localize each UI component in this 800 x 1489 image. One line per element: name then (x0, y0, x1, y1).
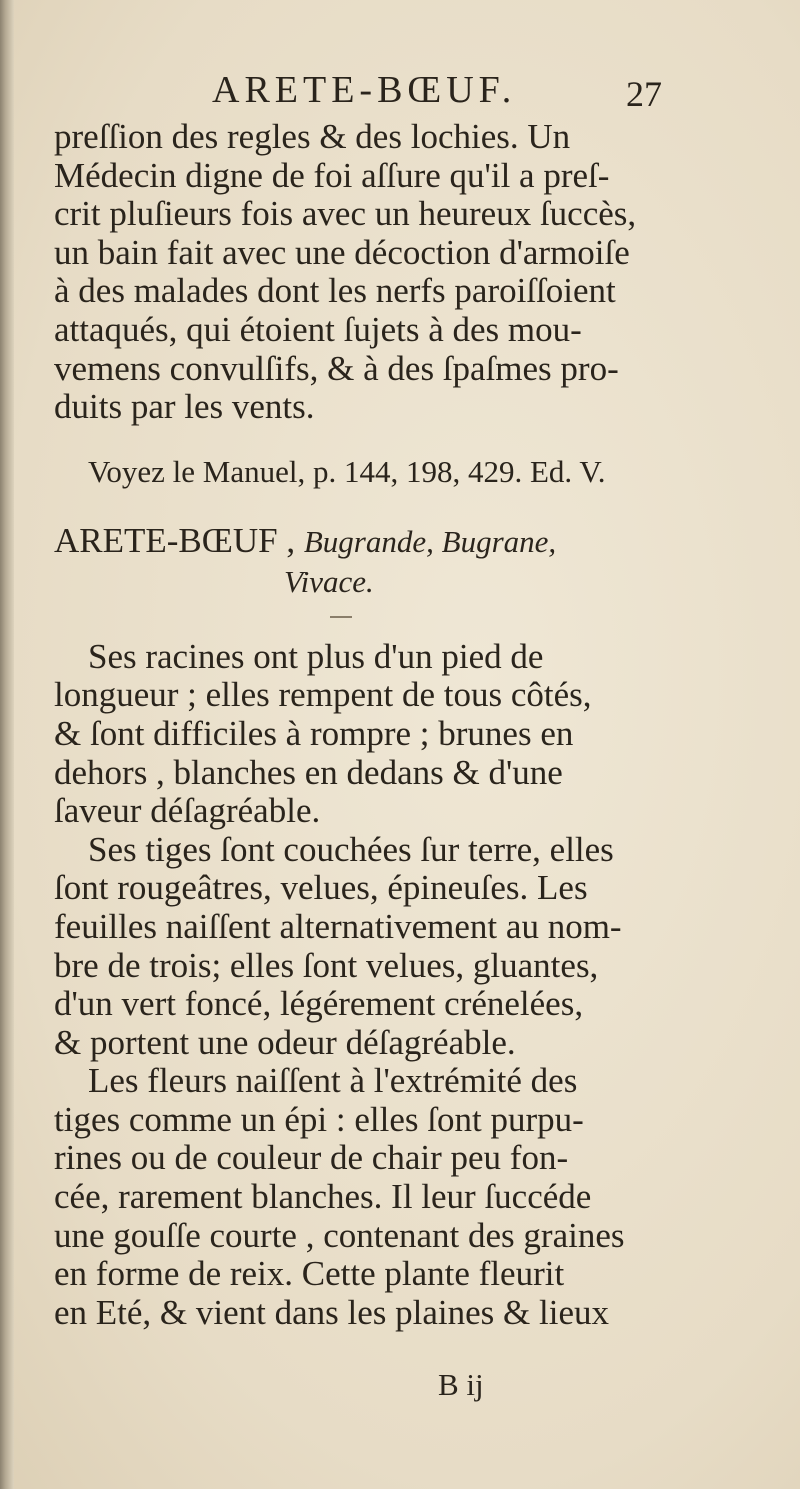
text-line: preſſion des regles & des lochies. Un (54, 117, 571, 156)
entry-heading-line (54, 521, 704, 562)
entry-name: ARETE-BŒUF (54, 520, 278, 560)
text-line: dehors , blanches en dedans & d'une (54, 752, 563, 792)
running-title: ARETE-BŒUF. (212, 69, 517, 111)
text-line: duits par les vents. (54, 387, 315, 427)
paragraph-flowers (54, 1062, 704, 1332)
entry-duration: Vivace. (284, 563, 374, 599)
text-line: d'un vert foncé, légérement crénelées, (54, 984, 584, 1024)
text-line: crit pluſieurs fois avec un heureux ſuccès, (54, 194, 637, 234)
entry-synonyms: Bugrande, Bugrane, (303, 523, 557, 559)
page-number: 27 (626, 74, 662, 114)
text-line: rines ou de couleur de chair peu fon- (54, 1138, 569, 1178)
text-line: cée, rarement blanches. Il leur ſuccéde (54, 1177, 592, 1217)
text-line: en forme de reix. Cette plante fleurit (54, 1254, 565, 1294)
text-line: vemens convulſifs, & à des ſpaſmes pro- (54, 348, 619, 388)
text-line: bre de trois; elles ſont velues, gluantes, (54, 945, 599, 985)
text-line: une gouſſe courte , contenant des graines (54, 1215, 625, 1255)
text-line: tiges comme un épi : elles ſont purpu- (54, 1099, 584, 1139)
text-line: Ses racines ont plus d'un pied de (88, 636, 544, 676)
text-line: ſaveur déſagréable. (54, 791, 321, 831)
text-line: attaqués, qui étoient ſujets à des mou- (54, 309, 582, 349)
entry-heading (54, 521, 704, 602)
page-content (54, 70, 704, 1332)
text-line: Médecin digne de foi aſſure qu'il a preſ- (54, 155, 610, 195)
text-line: feuilles naiſſent alternativement au nom- (54, 906, 622, 946)
text-line: en Eté, & vient dans les plaines & lieux (54, 1292, 610, 1332)
paragraph-roots (54, 638, 704, 831)
text-line: & portent une odeur déſagréable. (54, 1022, 516, 1062)
signature-mark: B ij (438, 1367, 484, 1402)
text-line: un bain fait avec une décoction d'armoiſe (54, 232, 630, 272)
running-head (54, 70, 704, 118)
paragraph-continued (54, 118, 704, 427)
page-gutter (0, 0, 14, 1489)
manual-reference: Voyez le Manuel, p. 144, 198, 429. Ed. V. (88, 453, 606, 489)
text-line: Les fleurs naiſſent à l'extrémité des (88, 1061, 578, 1101)
text-line: longueur ; elles rempent de tous côtés, (54, 675, 592, 715)
text-line: ſont rougeâtres, velues, épineuſes. Les (54, 868, 588, 908)
text-line: & ſont difficiles à rompre ; brunes en (54, 713, 574, 753)
entry-separator: , (286, 520, 296, 560)
paragraph-stems (54, 831, 704, 1063)
text-line: Ses tiges ſont couchées ſur terre, elles (88, 829, 614, 869)
section-divider (330, 616, 352, 618)
text-line: à des malades dont les nerfs paroiſſoient (54, 271, 616, 311)
